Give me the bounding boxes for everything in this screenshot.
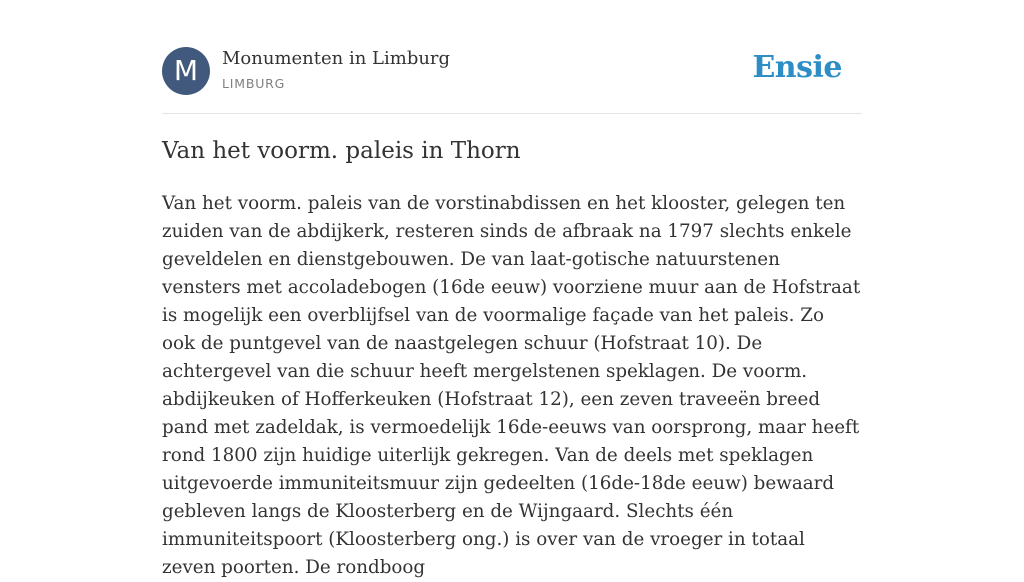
ensie-logo[interactable]: Ensie [752,50,842,85]
collection-title-link[interactable]: Monumenten in Limburg [222,48,451,69]
collection-header [162,47,862,95]
entry-body-text: Van het voorm. paleis van de vorstinabdissen en het klooster, gelegen ten zuiden van de abdijkerk, resteren sinds de afbraak na 1797 slechts enkele geveldelen en dienstgebouwen. De van laat-gotische natuurstenen vensters met accoladebogen (16de eeuw) voorziene muur aan de Hofstraat is mogelijk een overblijfsel van de voormalige façade van het paleis. Zo ook de puntgevel van de naastgelegen schuur (Hofstraat 10). De achtergevel van die schuur heeft mergelstenen speklagen. De voorm. abdijkeuken of Hofferkeuken (Hofstraat 12), een zeven traveeën breed pand met zadeldak, is vermoedelijk 16de-eeuws van oorsprong, maar heeft rond 1800 zijn huidige uiterlijk gekregen. Van de deels met speklagen uitgevoerde immuniteitsmuur zijn gedeelten (16de-18de eeuw) bewaard gebleven langs de Kloosterberg en de Wijngaard. Slechts één immuniteitspoort (Kloosterberg ong.) is over van de vroeger in totaal zeven poorten. De rondboog [162,193,861,578]
entry-title: Van het voorm. paleis in Thorn [162,138,521,164]
collection-avatar[interactable]: M [162,47,210,95]
header-divider [162,113,862,114]
collection-subtitle: LIMBURG [222,76,286,91]
